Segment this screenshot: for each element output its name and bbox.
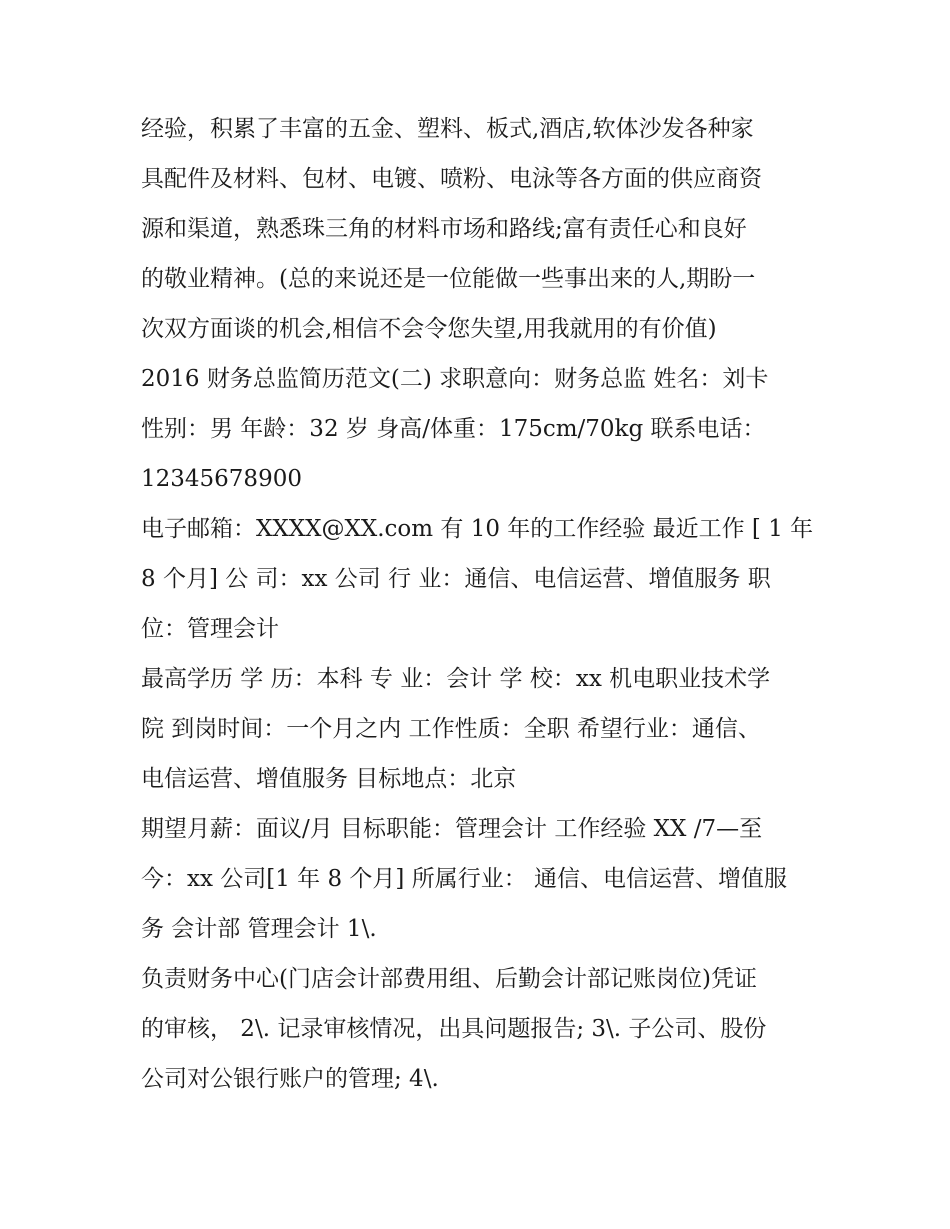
text-line: 今：xx 公司[1 年 8 个月] 所属行业： 通信、电信运营、增值服 xyxy=(141,866,788,892)
text-line: 8 个月] 公 司：xx 公司 行 业：通信、电信运营、增值服务 职 xyxy=(141,566,771,592)
text-line: 具配件及材料、包材、电镀、喷粉、电泳等各方面的供应商资 xyxy=(141,166,762,192)
text-line: 的审核， 2\. 记录审核情况，出具问题报告; 3\. 子公司、股份 xyxy=(141,1016,767,1042)
text-line: 院 到岗时间：一个月之内 工作性质：全职 希望行业：通信、 xyxy=(141,716,761,742)
text-line: 性别：男 年龄：32 岁 身高/体重：175cm/70kg 联系电话： xyxy=(141,416,766,442)
text-line: 电信运营、增值服务 目标地点：北京 xyxy=(141,766,517,792)
text-line: 期望月薪：面议/月 目标职能：管理会计 工作经验 XX /7—至 xyxy=(141,816,763,842)
text-line: 2016 财务总监简历范文(二) 求职意向：财务总监 姓名：刘卡 xyxy=(141,366,769,392)
text-line: 务 会计部 管理会计 1\. xyxy=(141,916,377,942)
text-line: 最高学历 学 历：本科 专 业：会计 学 校：xx 机电职业技术学 xyxy=(141,666,771,692)
text-line: 负责财务中心(门店会计部费用组、后勤会计部记账岗位)凭证 xyxy=(141,966,757,992)
text-line: 次双方面谈的机会,相信不会令您失望,用我就用的有价值) xyxy=(141,316,717,342)
text-line: 的敬业精神。(总的来说还是一位能做一些事出来的人,期盼一 xyxy=(141,266,756,292)
text-line: 电子邮箱：XXXX@XX.com 有 10 年的工作经验 最近工作 [ 1 年 xyxy=(141,516,814,542)
text-line: 经验，积累了丰富的五金、塑料、板式,酒店,软体沙发各种家 xyxy=(141,116,754,142)
text-line: 12345678900 xyxy=(141,466,302,492)
text-line: 位：管理会计 xyxy=(141,616,279,642)
text-line: 公司对公银行账户的管理; 4\. xyxy=(141,1066,439,1092)
text-line: 源和渠道，熟悉珠三角的材料市场和路线;富有责任心和良好 xyxy=(141,216,747,242)
body-text xyxy=(141,104,821,1104)
